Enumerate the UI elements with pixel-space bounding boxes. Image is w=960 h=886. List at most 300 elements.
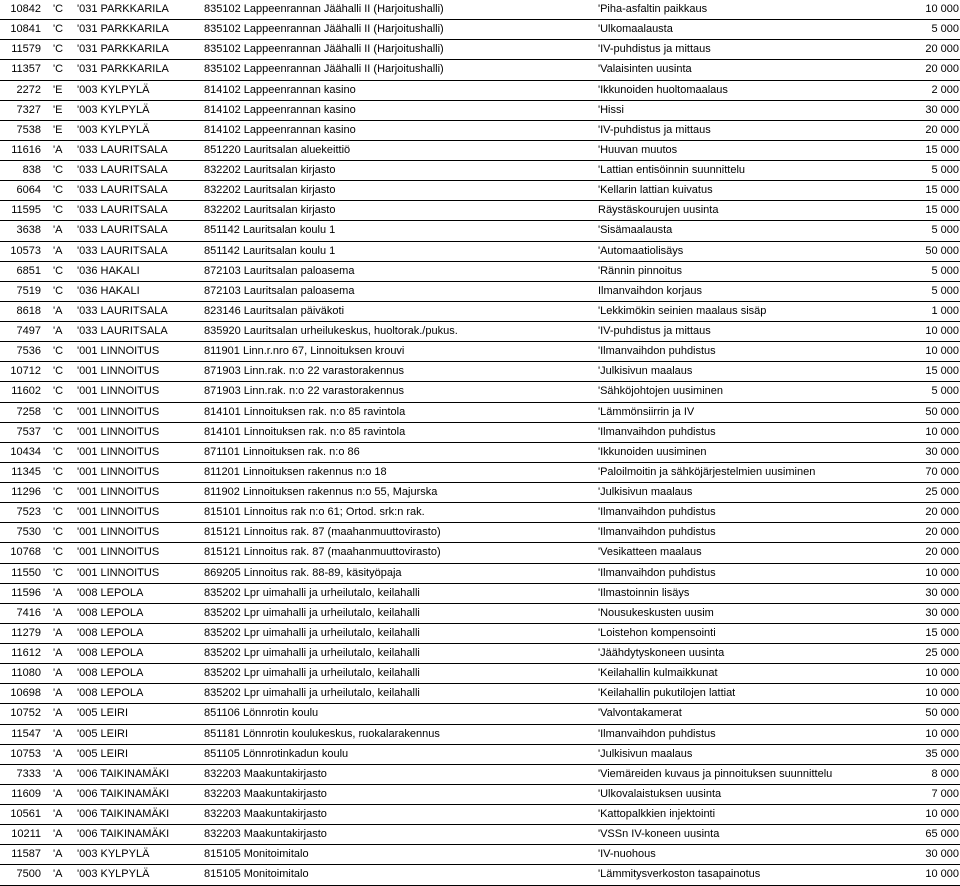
work-description-cell: 'Ilmanvaihdon puhdistus <box>595 724 895 744</box>
project-id-cell: 10768 <box>0 543 53 563</box>
cost-cell: 20 000 <box>895 503 960 523</box>
district-cell: '033 LAURITSALA <box>77 140 202 160</box>
work-description-cell: 'Hissi <box>595 100 895 120</box>
district-cell: '001 LINNOITUS <box>77 422 202 442</box>
property-cell: 851220 Lauritsalan aluekeittiö <box>202 140 595 160</box>
class-code-cell: 'E <box>53 120 77 140</box>
table-row <box>0 422 960 442</box>
project-id-cell: 11616 <box>0 140 53 160</box>
project-id-cell: 11595 <box>0 201 53 221</box>
property-cell: 835202 Lpr uimahalli ja urheilutalo, keilahalli <box>202 664 595 684</box>
cost-cell: 25 000 <box>895 644 960 664</box>
table-row <box>0 744 960 764</box>
work-description-cell: 'Nousukeskusten uusim <box>595 603 895 623</box>
table-row <box>0 120 960 140</box>
cost-cell: 50 000 <box>895 241 960 261</box>
class-code-cell: 'A <box>53 623 77 643</box>
district-cell: '008 LEPOLA <box>77 583 202 603</box>
table-row <box>0 140 960 160</box>
project-id-cell: 10841 <box>0 20 53 40</box>
work-description-cell: 'Lattian entisöinnin suunnittelu <box>595 161 895 181</box>
table-row <box>0 20 960 40</box>
work-description-cell: 'Lämmitysverkoston tasapainotus <box>595 865 895 885</box>
work-description-cell: 'Lekkimökin seinien maalaus sisäp <box>595 301 895 321</box>
class-code-cell: 'A <box>53 825 77 845</box>
property-cell: 832202 Lauritsalan kirjasto <box>202 181 595 201</box>
class-code-cell: 'E <box>53 80 77 100</box>
property-cell: 815121 Linnoitus rak. 87 (maahanmuuttovirasto) <box>202 543 595 563</box>
cost-cell: 35 000 <box>895 744 960 764</box>
table-row <box>0 100 960 120</box>
class-code-cell: 'C <box>53 543 77 563</box>
work-description-cell: 'Ilmanvaihdon puhdistus <box>595 523 895 543</box>
class-code-cell: 'A <box>53 684 77 704</box>
district-cell: '006 TAIKINAMÄKI <box>77 764 202 784</box>
table-row <box>0 623 960 643</box>
work-description-cell: 'IV-nuohous <box>595 845 895 865</box>
cost-cell: 5 000 <box>895 382 960 402</box>
work-description-cell: 'IV-puhdistus ja mittaus <box>595 322 895 342</box>
class-code-cell: 'A <box>53 724 77 744</box>
cost-cell: 30 000 <box>895 583 960 603</box>
work-description-cell: 'Paloilmoitin ja sähköjärjestelmien uusiminen <box>595 462 895 482</box>
project-id-cell: 11357 <box>0 60 53 80</box>
class-code-cell: 'C <box>53 462 77 482</box>
district-cell: '003 KYLPYLÄ <box>77 120 202 140</box>
district-cell: '001 LINNOITUS <box>77 523 202 543</box>
work-description-cell: 'Ikkunoiden uusiminen <box>595 442 895 462</box>
table-row <box>0 362 960 382</box>
work-description-cell: 'Valaisinten uusinta <box>595 60 895 80</box>
property-cell: 851105 Lönnrotinkadun koulu <box>202 744 595 764</box>
district-cell: '031 PARKKARILA <box>77 20 202 40</box>
work-description-cell: 'Kattopalkkien injektointi <box>595 805 895 825</box>
property-cell: 815121 Linnoitus rak. 87 (maahanmuuttovirasto) <box>202 523 595 543</box>
cost-cell: 20 000 <box>895 543 960 563</box>
work-description-cell: 'Ulkomaalausta <box>595 20 895 40</box>
cost-cell: 10 000 <box>895 664 960 684</box>
work-description-cell: Räystäskourujen uusinta <box>595 201 895 221</box>
district-cell: '006 TAIKINAMÄKI <box>77 805 202 825</box>
property-cell: 835102 Lappeenrannan Jäähalli II (Harjoitushalli) <box>202 0 595 20</box>
property-cell: 851181 Lönnrotin koulukeskus, ruokalarakennus <box>202 724 595 744</box>
cost-cell: 10 000 <box>895 724 960 744</box>
district-cell: '033 LAURITSALA <box>77 181 202 201</box>
district-cell: '008 LEPOLA <box>77 684 202 704</box>
table-row <box>0 161 960 181</box>
property-cell: 815105 Monitoimitalo <box>202 845 595 865</box>
table-row <box>0 563 960 583</box>
district-cell: '001 LINNOITUS <box>77 402 202 422</box>
project-id-cell: 11550 <box>0 563 53 583</box>
project-id-cell: 10573 <box>0 241 53 261</box>
property-cell: 851142 Lauritsalan koulu 1 <box>202 221 595 241</box>
project-id-cell: 6064 <box>0 181 53 201</box>
project-id-cell: 3638 <box>0 221 53 241</box>
property-cell: 871903 Linn.rak. n:o 22 varastorakennus <box>202 382 595 402</box>
work-description-cell: 'Ikkunoiden huoltomaalaus <box>595 80 895 100</box>
cost-cell: 25 000 <box>895 483 960 503</box>
cost-cell: 20 000 <box>895 523 960 543</box>
district-cell: '005 LEIRI <box>77 724 202 744</box>
class-code-cell: 'A <box>53 140 77 160</box>
cost-cell: 65 000 <box>895 825 960 845</box>
cost-cell: 10 000 <box>895 865 960 885</box>
class-code-cell: 'C <box>53 161 77 181</box>
table-row <box>0 322 960 342</box>
project-id-cell: 7327 <box>0 100 53 120</box>
project-id-cell: 11602 <box>0 382 53 402</box>
district-cell: '003 KYLPYLÄ <box>77 80 202 100</box>
property-cell: 835202 Lpr uimahalli ja urheilutalo, keilahalli <box>202 603 595 623</box>
cost-cell: 10 000 <box>895 322 960 342</box>
district-cell: '001 LINNOITUS <box>77 462 202 482</box>
district-cell: '033 LAURITSALA <box>77 221 202 241</box>
project-id-cell: 10842 <box>0 0 53 20</box>
district-cell: '001 LINNOITUS <box>77 563 202 583</box>
project-id-cell: 11345 <box>0 462 53 482</box>
cost-cell: 10 000 <box>895 805 960 825</box>
work-description-cell: 'Julkisivun maalaus <box>595 362 895 382</box>
work-description-cell: 'Loistehon kompensointi <box>595 623 895 643</box>
property-cell: 835102 Lappeenrannan Jäähalli II (Harjoitushalli) <box>202 60 595 80</box>
project-id-cell: 838 <box>0 161 53 181</box>
class-code-cell: 'C <box>53 181 77 201</box>
cost-cell: 8 000 <box>895 764 960 784</box>
cost-cell: 7 000 <box>895 784 960 804</box>
property-cell: 832202 Lauritsalan kirjasto <box>202 201 595 221</box>
table-row <box>0 664 960 684</box>
property-cell: 872103 Lauritsalan paloasema <box>202 281 595 301</box>
class-code-cell: 'C <box>53 281 77 301</box>
cost-cell: 15 000 <box>895 140 960 160</box>
project-id-cell: 7416 <box>0 603 53 623</box>
table-row <box>0 462 960 482</box>
work-description-cell: 'Sähköjohtojen uusiminen <box>595 382 895 402</box>
work-description-cell: 'Jäähdytyskoneen uusinta <box>595 644 895 664</box>
work-description-cell: 'IV-puhdistus ja mittaus <box>595 40 895 60</box>
table-row <box>0 543 960 563</box>
district-cell: '005 LEIRI <box>77 704 202 724</box>
table-row <box>0 301 960 321</box>
class-code-cell: 'C <box>53 362 77 382</box>
property-cell: 832203 Maakuntakirjasto <box>202 764 595 784</box>
work-description-cell: 'Piha-asfaltin paikkaus <box>595 0 895 20</box>
project-id-cell: 8618 <box>0 301 53 321</box>
district-cell: '008 LEPOLA <box>77 623 202 643</box>
district-cell: '033 LAURITSALA <box>77 301 202 321</box>
table-row <box>0 583 960 603</box>
table-row <box>0 764 960 784</box>
work-description-cell: 'Huuvan muutos <box>595 140 895 160</box>
district-cell: '001 LINNOITUS <box>77 543 202 563</box>
table-row <box>0 181 960 201</box>
class-code-cell: 'A <box>53 764 77 784</box>
work-description-cell: 'IV-puhdistus ja mittaus <box>595 120 895 140</box>
class-code-cell: 'C <box>53 442 77 462</box>
district-cell: '001 LINNOITUS <box>77 362 202 382</box>
property-cell: 835102 Lappeenrannan Jäähalli II (Harjoitushalli) <box>202 40 595 60</box>
class-code-cell: 'C <box>53 342 77 362</box>
property-cell: 835102 Lappeenrannan Jäähalli II (Harjoitushalli) <box>202 20 595 40</box>
project-id-cell: 10211 <box>0 825 53 845</box>
work-description-cell: 'Ilmastoinnin lisäys <box>595 583 895 603</box>
class-code-cell: 'E <box>53 100 77 120</box>
project-id-cell: 11596 <box>0 583 53 603</box>
work-description-cell: 'Ilmanvaihdon puhdistus <box>595 342 895 362</box>
table-row <box>0 40 960 60</box>
property-cell: 832203 Maakuntakirjasto <box>202 784 595 804</box>
property-cell: 811201 Linnoituksen rakennus n:o 18 <box>202 462 595 482</box>
class-code-cell: 'C <box>53 20 77 40</box>
class-code-cell: 'A <box>53 744 77 764</box>
project-id-cell: 11080 <box>0 664 53 684</box>
project-id-cell: 7538 <box>0 120 53 140</box>
cost-cell: 15 000 <box>895 623 960 643</box>
table-row <box>0 865 960 885</box>
project-id-cell: 7523 <box>0 503 53 523</box>
table-row <box>0 60 960 80</box>
class-code-cell: 'A <box>53 603 77 623</box>
table-row <box>0 724 960 744</box>
work-description-cell: 'Ilmanvaihdon puhdistus <box>595 503 895 523</box>
work-description-cell: Ilmanvaihdon korjaus <box>595 281 895 301</box>
cost-cell: 15 000 <box>895 201 960 221</box>
cost-cell: 10 000 <box>895 0 960 20</box>
property-cell: 835202 Lpr uimahalli ja urheilutalo, keilahalli <box>202 684 595 704</box>
district-cell: '008 LEPOLA <box>77 603 202 623</box>
class-code-cell: 'C <box>53 0 77 20</box>
cost-cell: 30 000 <box>895 603 960 623</box>
class-code-cell: 'C <box>53 40 77 60</box>
work-description-cell: 'Automaatiolisäys <box>595 241 895 261</box>
table-row <box>0 221 960 241</box>
cost-cell: 15 000 <box>895 362 960 382</box>
project-id-cell: 7258 <box>0 402 53 422</box>
class-code-cell: 'A <box>53 784 77 804</box>
class-code-cell: 'A <box>53 583 77 603</box>
cost-cell: 10 000 <box>895 422 960 442</box>
cost-cell: 30 000 <box>895 845 960 865</box>
class-code-cell: 'C <box>53 402 77 422</box>
work-description-cell: 'Valvontakamerat <box>595 704 895 724</box>
table-row <box>0 241 960 261</box>
class-code-cell: 'C <box>53 261 77 281</box>
table-row <box>0 503 960 523</box>
class-code-cell: 'C <box>53 483 77 503</box>
work-description-cell: 'Ilmanvaihdon puhdistus <box>595 563 895 583</box>
table-row <box>0 784 960 804</box>
property-cell: 871903 Linn.rak. n:o 22 varastorakennus <box>202 362 595 382</box>
cost-cell: 5 000 <box>895 281 960 301</box>
cost-cell: 20 000 <box>895 120 960 140</box>
table-row <box>0 825 960 845</box>
project-id-cell: 7537 <box>0 422 53 442</box>
class-code-cell: 'A <box>53 664 77 684</box>
cost-cell: 20 000 <box>895 40 960 60</box>
class-code-cell: 'C <box>53 523 77 543</box>
project-id-cell: 7536 <box>0 342 53 362</box>
project-id-cell: 11587 <box>0 845 53 865</box>
table-row <box>0 0 960 20</box>
cost-cell: 70 000 <box>895 462 960 482</box>
work-description-cell: 'Ulkovalaistuksen uusinta <box>595 784 895 804</box>
project-id-cell: 2272 <box>0 80 53 100</box>
class-code-cell: 'C <box>53 382 77 402</box>
district-cell: '001 LINNOITUS <box>77 442 202 462</box>
project-id-cell: 10561 <box>0 805 53 825</box>
district-cell: '031 PARKKARILA <box>77 40 202 60</box>
property-cell: 832202 Lauritsalan kirjasto <box>202 161 595 181</box>
table-row <box>0 805 960 825</box>
work-description-cell: 'Keilahallin pukutilojen lattiat <box>595 684 895 704</box>
property-cell: 835920 Lauritsalan urheilukeskus, huoltorak./pukus. <box>202 322 595 342</box>
property-cell: 814102 Lappeenrannan kasino <box>202 80 595 100</box>
cost-cell: 30 000 <box>895 100 960 120</box>
cost-cell: 10 000 <box>895 563 960 583</box>
district-cell: '001 LINNOITUS <box>77 503 202 523</box>
district-cell: '005 LEIRI <box>77 744 202 764</box>
class-code-cell: 'A <box>53 301 77 321</box>
class-code-cell: 'A <box>53 241 77 261</box>
project-id-cell: 7497 <box>0 322 53 342</box>
work-description-cell: 'Viemäreiden kuvaus ja pinnoituksen suunnittelu <box>595 764 895 784</box>
property-cell: 851106 Lönnrotin koulu <box>202 704 595 724</box>
district-cell: '008 LEPOLA <box>77 644 202 664</box>
property-cell: 851142 Lauritsalan koulu 1 <box>202 241 595 261</box>
table-row <box>0 845 960 865</box>
project-id-cell: 11296 <box>0 483 53 503</box>
district-cell: '003 KYLPYLÄ <box>77 845 202 865</box>
district-cell: '036 HAKALI <box>77 281 202 301</box>
class-code-cell: 'A <box>53 845 77 865</box>
work-description-cell: 'VSSn IV-koneen uusinta <box>595 825 895 845</box>
district-cell: '033 LAURITSALA <box>77 241 202 261</box>
work-description-cell: 'Julkisivun maalaus <box>595 744 895 764</box>
district-cell: '008 LEPOLA <box>77 664 202 684</box>
work-description-cell: 'Ilmanvaihdon puhdistus <box>595 422 895 442</box>
table-row <box>0 201 960 221</box>
property-cell: 872103 Lauritsalan paloasema <box>202 261 595 281</box>
class-code-cell: 'A <box>53 644 77 664</box>
district-cell: '001 LINNOITUS <box>77 342 202 362</box>
project-id-cell: 11279 <box>0 623 53 643</box>
project-id-cell: 7333 <box>0 764 53 784</box>
district-cell: '001 LINNOITUS <box>77 382 202 402</box>
district-cell: '031 PARKKARILA <box>77 0 202 20</box>
project-id-cell: 7500 <box>0 865 53 885</box>
cost-cell: 10 000 <box>895 684 960 704</box>
table-row <box>0 483 960 503</box>
district-cell: '003 KYLPYLÄ <box>77 865 202 885</box>
district-cell: '006 TAIKINAMÄKI <box>77 784 202 804</box>
cost-cell: 20 000 <box>895 60 960 80</box>
table-row <box>0 684 960 704</box>
district-cell: '036 HAKALI <box>77 261 202 281</box>
cost-cell: 5 000 <box>895 161 960 181</box>
class-code-cell: 'C <box>53 563 77 583</box>
project-id-cell: 6851 <box>0 261 53 281</box>
property-cell: 832203 Maakuntakirjasto <box>202 825 595 845</box>
cost-cell: 2 000 <box>895 80 960 100</box>
project-id-cell: 10698 <box>0 684 53 704</box>
table-row <box>0 644 960 664</box>
property-cell: 814102 Lappeenrannan kasino <box>202 100 595 120</box>
property-cell: 869205 Linnoitus rak. 88-89, käsityöpaja <box>202 563 595 583</box>
property-cell: 823146 Lauritsalan päiväkoti <box>202 301 595 321</box>
class-code-cell: 'A <box>53 704 77 724</box>
district-cell: '033 LAURITSALA <box>77 322 202 342</box>
class-code-cell: 'A <box>53 805 77 825</box>
property-cell: 871101 Linnoituksen rak. n:o 86 <box>202 442 595 462</box>
cost-cell: 30 000 <box>895 442 960 462</box>
table-row <box>0 523 960 543</box>
project-id-cell: 10434 <box>0 442 53 462</box>
property-cell: 814102 Lappeenrannan kasino <box>202 120 595 140</box>
property-cell: 811901 Linn.r.nro 67, Linnoituksen krouvi <box>202 342 595 362</box>
project-id-cell: 7530 <box>0 523 53 543</box>
property-cell: 811902 Linnoituksen rakennus n:o 55, Majurska <box>202 483 595 503</box>
project-id-cell: 10752 <box>0 704 53 724</box>
class-code-cell: 'C <box>53 422 77 442</box>
district-cell: '031 PARKKARILA <box>77 60 202 80</box>
cost-cell: 50 000 <box>895 704 960 724</box>
table-row <box>0 704 960 724</box>
property-cell: 814101 Linnoituksen rak. n:o 85 ravintola <box>202 402 595 422</box>
table-row <box>0 603 960 623</box>
work-description-cell: 'Julkisivun maalaus <box>595 483 895 503</box>
property-cell: 814101 Linnoituksen rak. n:o 85 ravintola <box>202 422 595 442</box>
cost-cell: 1 000 <box>895 301 960 321</box>
cost-cell: 5 000 <box>895 221 960 241</box>
table-row <box>0 342 960 362</box>
class-code-cell: 'A <box>53 865 77 885</box>
work-description-cell: 'Kellarin lattian kuivatus <box>595 181 895 201</box>
class-code-cell: 'C <box>53 60 77 80</box>
table-row <box>0 281 960 301</box>
property-cell: 835202 Lpr uimahalli ja urheilutalo, keilahalli <box>202 644 595 664</box>
class-code-cell: 'A <box>53 221 77 241</box>
class-code-cell: 'C <box>53 503 77 523</box>
cost-cell: 10 000 <box>895 342 960 362</box>
project-id-cell: 11547 <box>0 724 53 744</box>
work-description-cell: 'Keilahallin kulmaikkunat <box>595 664 895 684</box>
district-cell: '033 LAURITSALA <box>77 161 202 181</box>
work-description-cell: 'Vesikatteen maalaus <box>595 543 895 563</box>
cost-cell: 5 000 <box>895 20 960 40</box>
class-code-cell: 'A <box>53 322 77 342</box>
project-id-cell: 10753 <box>0 744 53 764</box>
table-row <box>0 402 960 422</box>
project-id-cell: 11612 <box>0 644 53 664</box>
property-cell: 832203 Maakuntakirjasto <box>202 805 595 825</box>
table-row <box>0 80 960 100</box>
property-cell: 815105 Monitoimitalo <box>202 865 595 885</box>
work-description-cell: 'Rännin pinnoitus <box>595 261 895 281</box>
district-cell: '006 TAIKINAMÄKI <box>77 825 202 845</box>
cost-cell: 15 000 <box>895 181 960 201</box>
class-code-cell: 'C <box>53 201 77 221</box>
district-cell: '001 LINNOITUS <box>77 483 202 503</box>
property-cell: 835202 Lpr uimahalli ja urheilutalo, keilahalli <box>202 623 595 643</box>
table-row <box>0 382 960 402</box>
project-id-cell: 11609 <box>0 784 53 804</box>
work-description-cell: 'Lämmönsiirrin ja IV <box>595 402 895 422</box>
cost-cell: 5 000 <box>895 261 960 281</box>
district-cell: '003 KYLPYLÄ <box>77 100 202 120</box>
cost-cell: 50 000 <box>895 402 960 422</box>
project-id-cell: 11579 <box>0 40 53 60</box>
